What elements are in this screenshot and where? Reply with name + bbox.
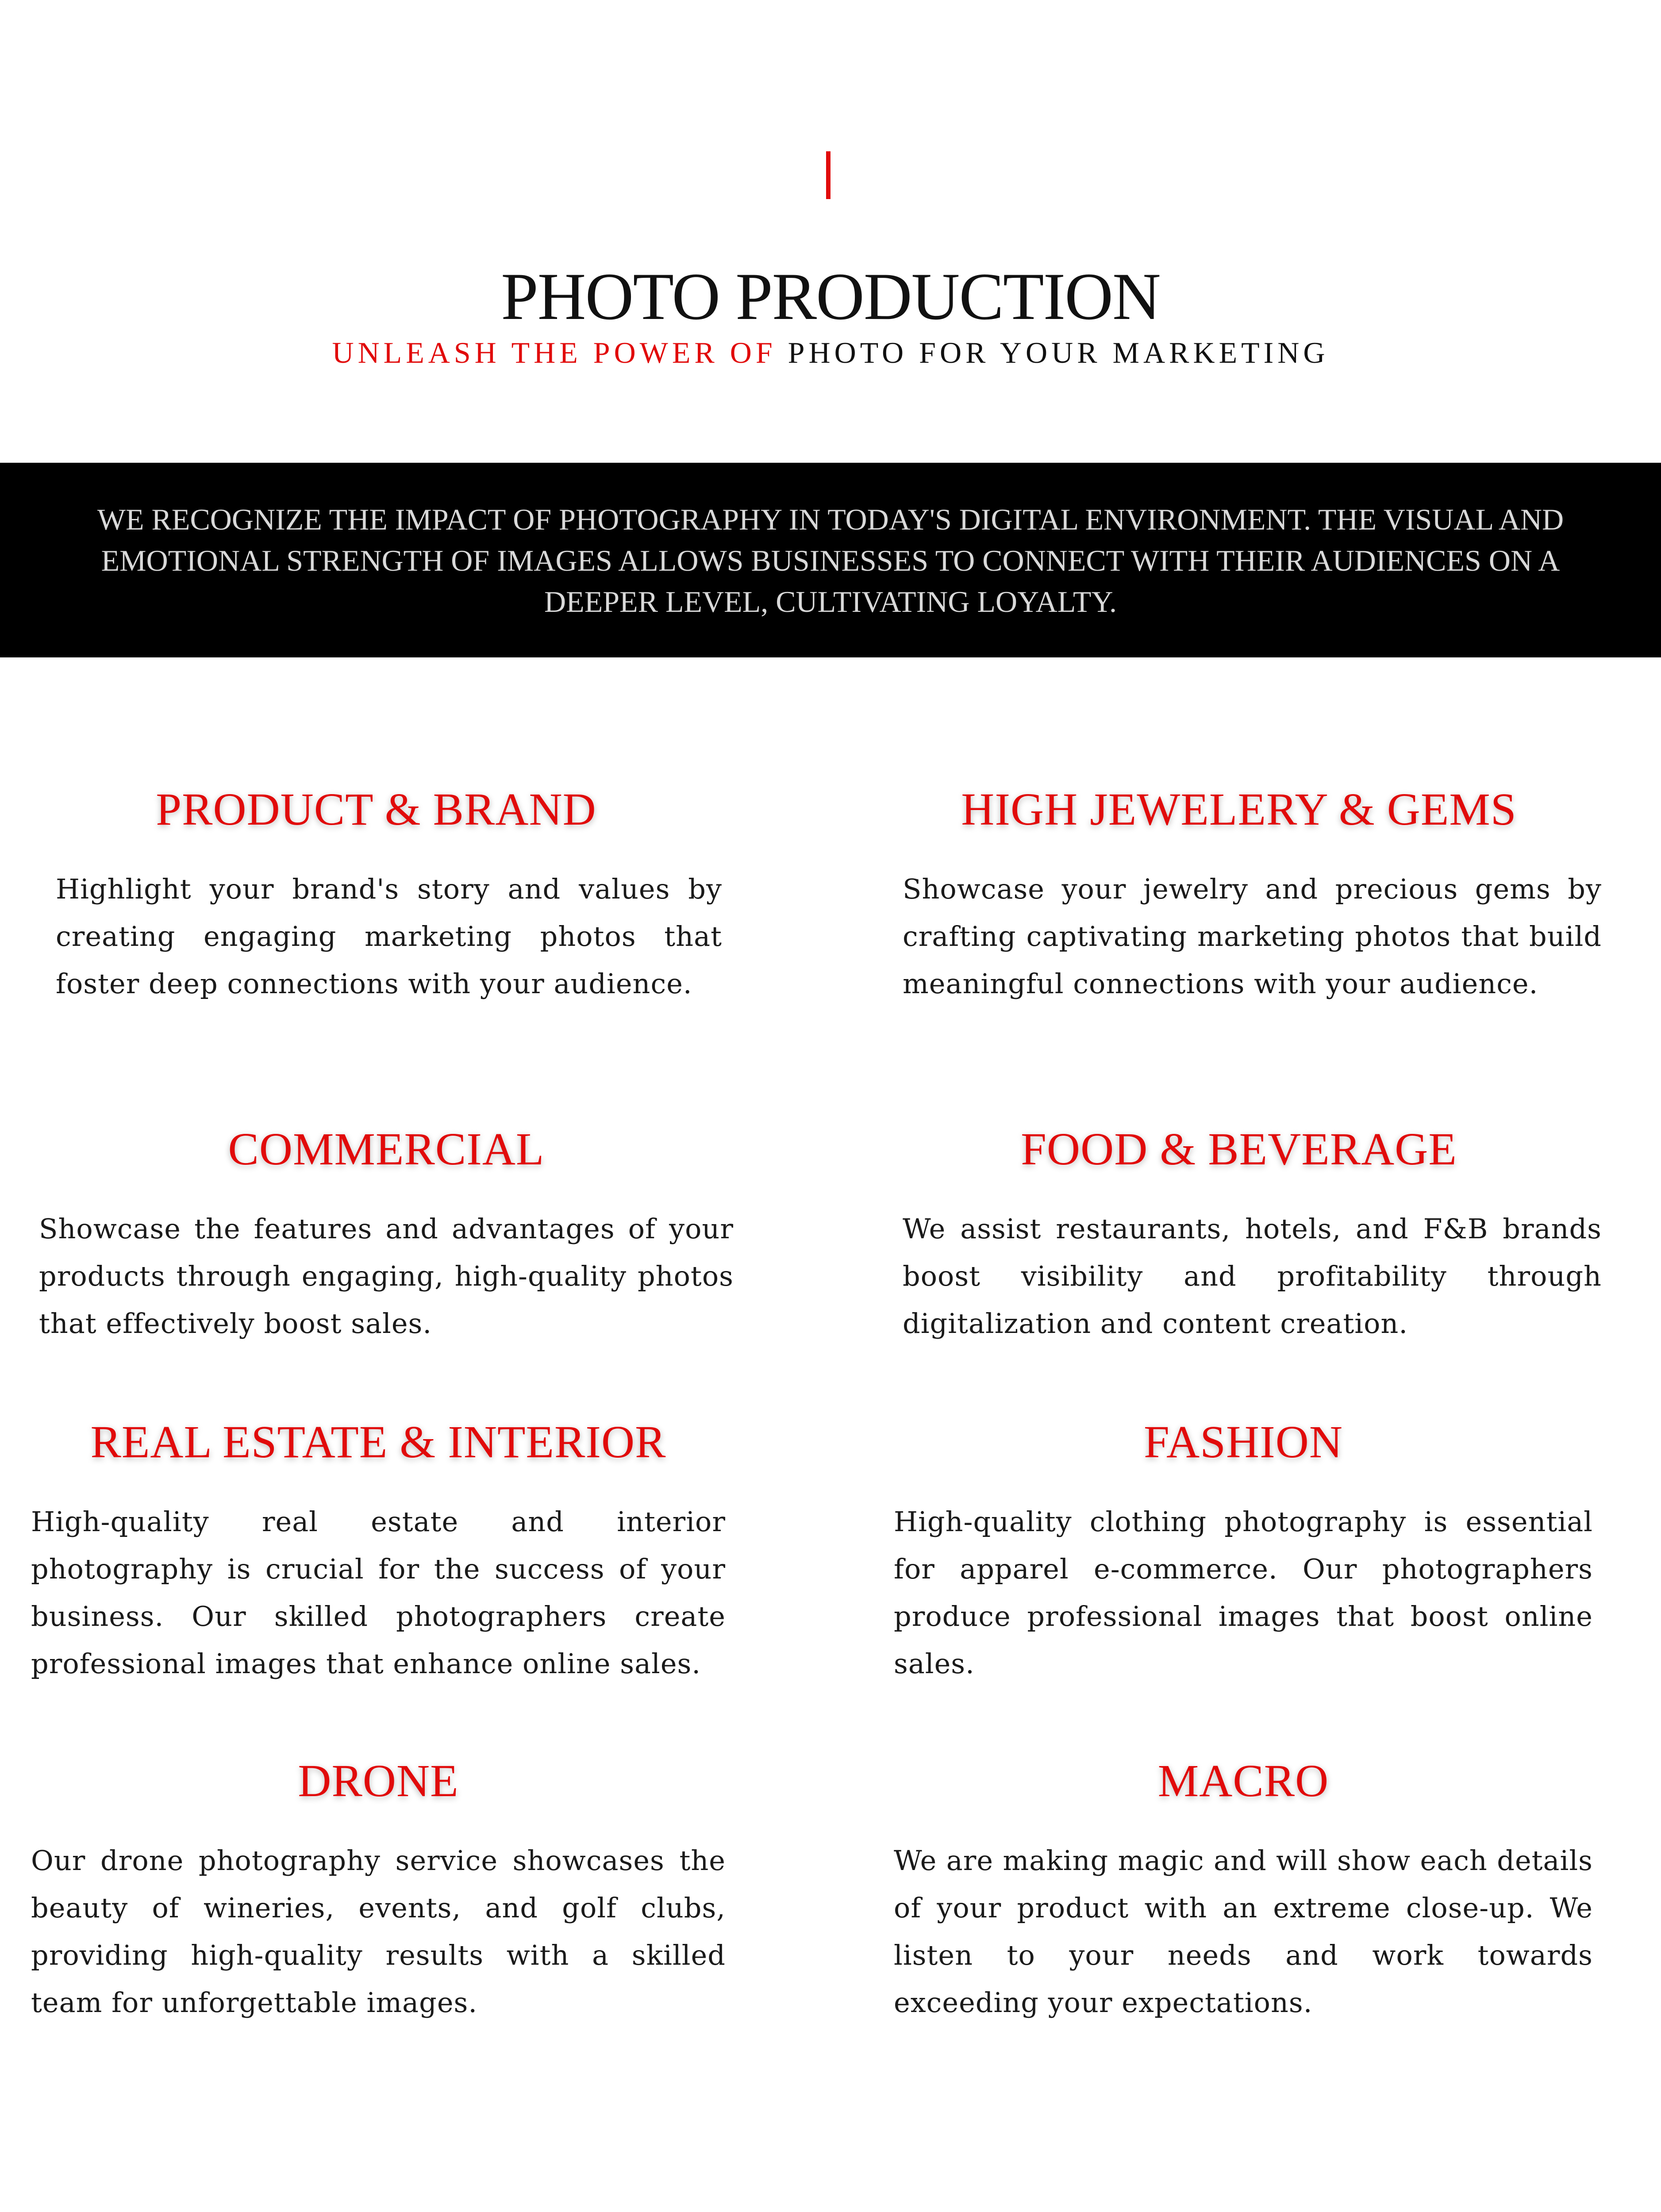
service-description: High-quality real estate and interior photography is crucial for the success of your business. Our skilled photographers create professional images that enhance online sales. — [31, 1505, 726, 1680]
service-description: Highlight your brand's story and values by creating engaging marketing photos that foster deep connections with your audience. — [56, 873, 722, 1000]
banner-text: WE RECOGNIZE THE IMPACT OF PHOTOGRAPHY IN TODAY'S DIGITAL ENVIRONMENT. THE VISUAL AND EMOTIONAL STRENGTH OF IMAGES ALLOWS BUSINESSES TO CONNECT WITH THEIR AUDIENCES ON A DEEPER LEVEL, CULTIVATING LOYALTY. — [97, 503, 1564, 618]
service-commercial — [39, 1123, 734, 1362]
service-title: MACRO — [1157, 1755, 1329, 1806]
service-description: We assist restaurants, hotels, and F&B brands boost visibility and profitability through digitalization and content creation. — [903, 1213, 1602, 1340]
service-food-beverage — [903, 1123, 1602, 1362]
service-title: HIGH JEWELERY & GEMS — [961, 784, 1517, 835]
service-title: DRONE — [298, 1755, 459, 1806]
accent-bar — [826, 151, 830, 199]
service-description: Our drone photography service showcases the beauty of wineries, events, and golf clubs, providing high-quality results with a skilled team for unforgettable images. — [31, 1844, 726, 2019]
service-description: Showcase the features and advantages of your products through engaging, high-quality photos that effectively boost sales. — [39, 1213, 734, 1340]
page-title: PHOTO PRODUCTION — [501, 259, 1160, 334]
subtitle-accent: UNLEASH THE POWER OF — [332, 336, 777, 369]
service-title: COMMERCIAL — [228, 1124, 545, 1175]
intro-banner — [0, 463, 1661, 657]
service-product-brand — [31, 783, 722, 1066]
service-title: FASHION — [1143, 1417, 1343, 1467]
service-title: FOOD & BEVERAGE — [1021, 1124, 1457, 1175]
page-subtitle — [0, 333, 1661, 373]
service-description: We are making magic and will show each details of your product with an extreme close-up. We listen to your needs and work towards exceeding your expectations. — [894, 1844, 1593, 2019]
service-description: Showcase your jewelry and precious gems by crafting captivating marketing photos that build meaningful connections with your audience. — [903, 873, 1602, 1000]
service-title: REAL ESTATE & INTERIOR — [90, 1417, 666, 1467]
subtitle-rest: PHOTO FOR YOUR MARKETING — [788, 336, 1329, 369]
service-macro — [894, 1755, 1593, 2038]
service-high-jewelery-gems — [903, 783, 1602, 1066]
service-fashion — [894, 1416, 1593, 1699]
service-description: High-quality clothing photography is essential for apparel e-commerce. Our photographers produce professional images that boost online sales. — [894, 1505, 1593, 1680]
service-title: PRODUCT & BRAND — [156, 784, 596, 835]
service-drone — [31, 1755, 726, 2038]
service-real-estate-interior — [31, 1416, 726, 1699]
